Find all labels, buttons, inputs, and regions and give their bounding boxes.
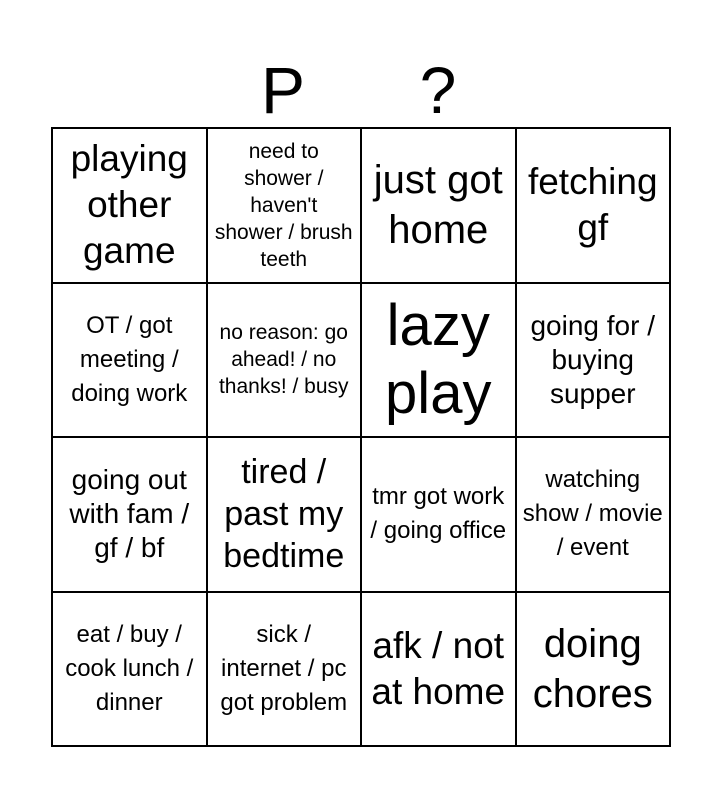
bingo-cell-text: lazy play — [385, 292, 492, 426]
title-letter-left: P — [260, 53, 306, 127]
bingo-cell[interactable] — [208, 129, 363, 284]
bingo-cell[interactable] — [517, 129, 672, 284]
bingo-cell-text: sick / internet / pc got problem — [220, 620, 348, 716]
bingo-cell-text: OT / got meeting / doing work — [71, 311, 188, 407]
bingo-cell-text: just got home — [373, 158, 503, 253]
bingo-cell[interactable] — [362, 284, 517, 439]
bingo-cell[interactable] — [208, 593, 363, 748]
bingo-grid — [51, 127, 671, 747]
bingo-cell-text: doing chores — [532, 621, 653, 716]
title-letter-right: ? — [419, 53, 457, 127]
bingo-cell-text: going for / buying supper — [530, 309, 656, 409]
bingo-cell-text: fetching gf — [527, 161, 658, 249]
bingo-cell[interactable] — [208, 284, 363, 439]
bingo-cell-text: afk / not at home — [371, 624, 506, 712]
bingo-cell[interactable] — [53, 438, 208, 593]
bingo-cell-text: going out with fam / gf / bf — [69, 464, 190, 564]
bingo-cell[interactable] — [208, 438, 363, 593]
bingo-cell[interactable] — [517, 284, 672, 439]
bingo-cell-text: eat / buy / cook lunch / dinner — [65, 620, 194, 716]
bingo-cell[interactable] — [53, 593, 208, 748]
bingo-cell[interactable] — [362, 438, 517, 593]
bingo-cell-text: no reason: go ahead! / no thanks! / busy — [218, 321, 349, 399]
bingo-cell[interactable] — [362, 129, 517, 284]
bingo-cell[interactable] — [517, 438, 672, 593]
bingo-cell[interactable] — [362, 593, 517, 748]
bingo-cell-text: playing other game — [70, 138, 188, 272]
bingo-cell-text: tired / past my bedtime — [223, 453, 345, 576]
bingo-cell[interactable] — [53, 284, 208, 439]
bingo-cell-text: tmr got work / going office — [370, 483, 507, 545]
bingo-cell[interactable] — [53, 129, 208, 284]
bingo-cell[interactable] — [517, 593, 672, 748]
bingo-cell-text: watching show / movie / event — [522, 466, 663, 562]
bingo-cell-text: need to shower / haven't shower / brush teeth — [214, 139, 353, 271]
